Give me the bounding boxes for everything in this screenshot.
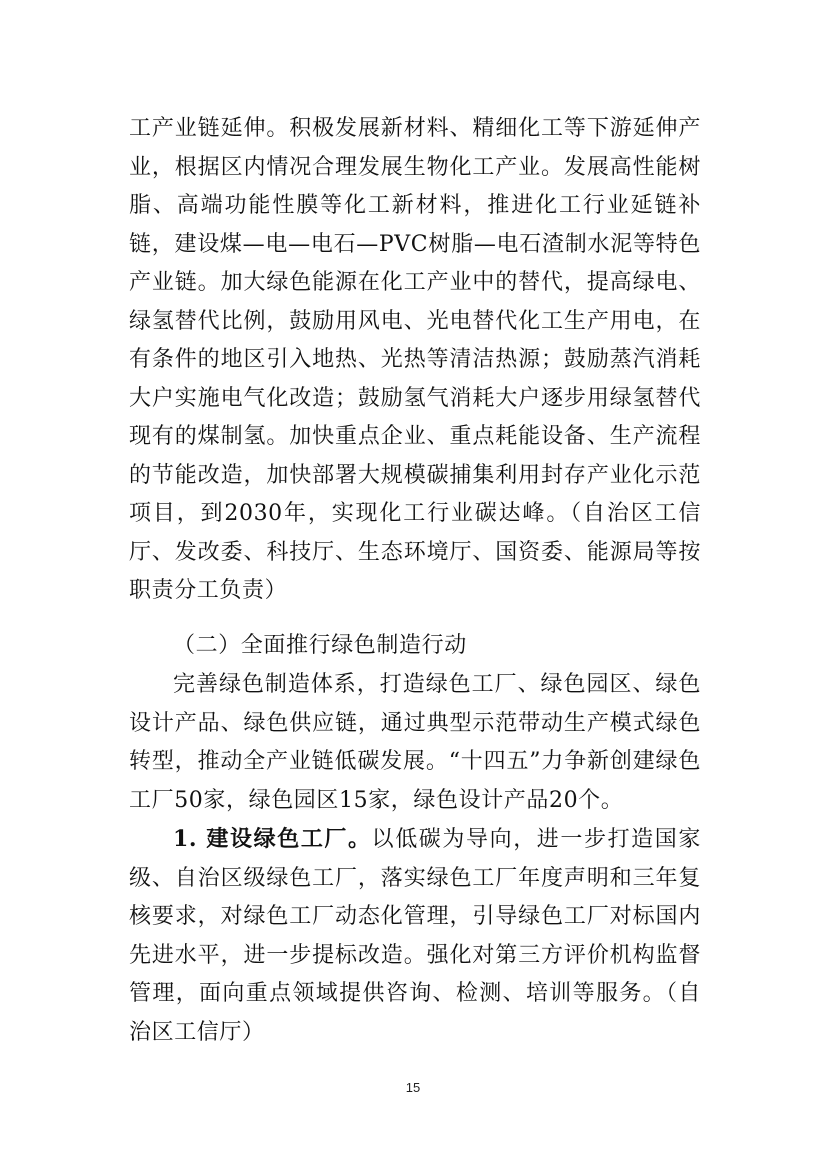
page-number: 15 [405,1080,421,1095]
body-paragraph-green-manufacturing: 完善绿色制造体系，打造绿色工厂、绿色园区、绿色设计产品、绿色供应链，通过典型示范带动生产模式绿色转型，推动全产业链低碳发展。“十四五”力争新创建绿色工厂50家，绿色园区15家，绿色设计产品20个。 [129,672,701,813]
subsection-body: 以低碳为导向，进一步打造国家级、自治区级绿色工厂，落实绿色工厂年度声明和三年复核要求，对绿色工厂动态化管理，引导绿色工厂对标国内先进水平，进一步提标改造。强化对第三方评价机构监督管理，面向重点领域提供咨询、检测、培训等服务。（自治区工信厅） [129,827,701,1045]
body-paragraph-industry-chain: 工产业链延伸。积极发展新材料、精细化工等下游延伸产业，根据区内情况合理发展生物化工产业。发展高性能树脂、高端功能性膜等化工新材料，推进化工行业延链补链，建设煤—电—电石—PVC树脂—电石渣制水泥等特色产业链。加大绿色能源在化工产业中的替代，提高绿电、绿氢替代比例，鼓励用风电、光电替代化工生产用电，在有条件的地区引入地热、光热等清洁热源；鼓励蒸汽消耗大户实施电气化改造；鼓励氢气消耗大户逐步用绿氢替代现有的煤制氢。加快重点企业、重点耗能设备、生产流程的节能改造，加快部署大规模碳捕集利用封存产业化示范项目，到2030年，实现化工行业碳达峰。（自治区工信厅、发改委、科技厅、生态环境厅、国资委、能源局等按职责分工负责） [129,116,701,603]
section-heading: （二）全面推行绿色制造行动 [173,633,467,658]
body-paragraph-green-factory [129,820,701,1052]
subsection-lead: 1. 建设绿色工厂。 [173,826,372,852]
